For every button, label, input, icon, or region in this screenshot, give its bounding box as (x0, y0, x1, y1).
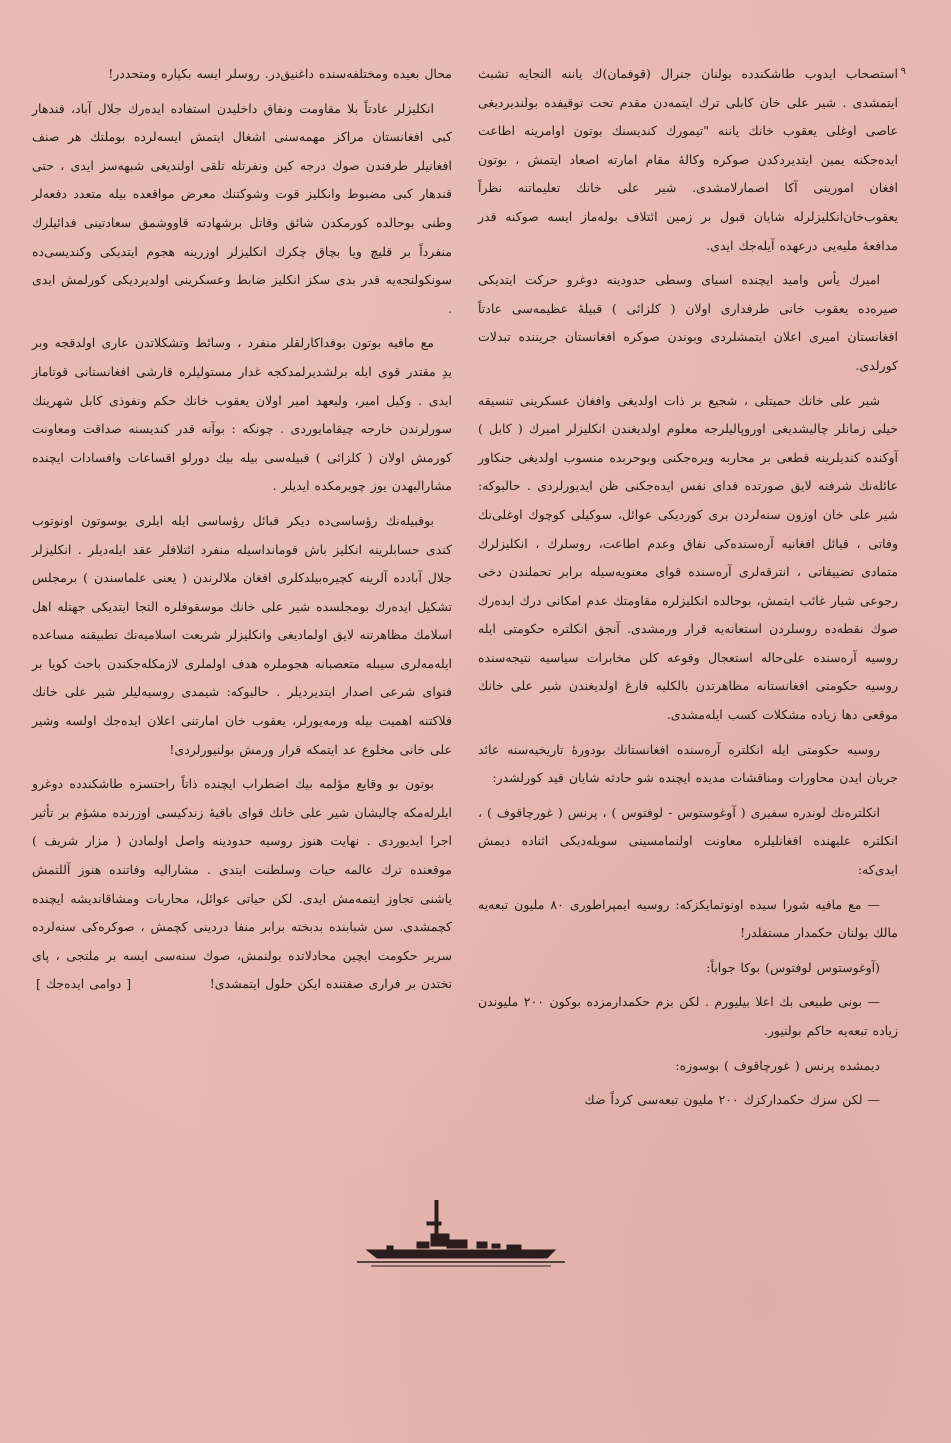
paragraph: مع مافیه بوتون بوفداکار‌لقلر منفرد ، وسائط وتشکلاتدن عاری اولدقجه وبر یدِ مقتدر قوی ایله برلشدیرلمدکجه غدار مستولیلره قارشی افغانستانی قوتاماز ایدی . وکیل امیر، ولیعهد امیر اولان یعقوب خانك حکم ونفوذی کابل شهرینك سورلرندن خارجه چیقامایوردی . چونکه : بوآنه قدر کندیسنه صداقت ومعاونت کورمش اولان ( کلزائی ) قبیله‌سی بیله بیك دورلو اقساعات وافسادات ایچنده مشارالیهدن یوز چویرمکده ایدیلر . (32, 335, 452, 494)
paragraph: بوقبیله‌نك رؤساسی‌ده دیکر قبائل رؤساسی ایله ایلری یوسوتون اونوتوب کندی حسابلرینه انکلیز باش قومانداسیله منفرد ائتلافلر عقد ایله‌دیلر . انکلیزلر جلال آبادده آلرینه کچیره‌بیلدکلری افغان ملالرندن ( یعنی علماسندن ) برمجلس تشکیل ایده‌رك بومجلسده شیر علی خانك موسقوفلره التجا ایتدیکی جهتله اهل اسلامك مظاهرتنه لایق اولمادیغی وانکلیزلر شریعت اسلامیه‌نك تطبیقنه مساعده ایله‌مه‌لری سیبله متعصبانه هجوملره هدف اولملری لازمکله‌جکندن باحث کویا بر فتوای شرعی اصدار ایتدیردیلر . حالبوکه: شیمدی روسیه‌لیلر شیر علی خانك فلاکتنه اهمیت بیله ورمه‌یورلر، یعقوب خان امارتنی اعلان ایده‌جك اولسه وشیر علی خانی مخلوع عد ایتمکه قرار ورمش بولنیورلردی! (32, 512, 452, 757)
page-number: ٩ (900, 66, 906, 77)
dialogue-line: (آوغوستوس لوفتوس) بوکا جواباً: (706, 959, 880, 975)
dialogue-line: — بونی طبیعی بك اعلا بیلیورم . لکن بزم حکمدارمزده بوکون ۲۰۰ ملیوندن زیاده تبعه‌یه حاکم بولنیور. (478, 994, 898, 1038)
paragraph: محال بعیده ومختلفه‌سنده داغنیق‌در. روسلر ایسه بکپاره ومتحد‌در! (108, 66, 452, 81)
to-be-continued-note: [ دوامی ایده‌جك ] (36, 976, 132, 992)
dialogue-line: — مع مافیه شورا سیده اونوتمایکزکه: روسیه ایمپراطوری ۸۰ ملیون تبعه‌یه مالك بولنان حکمدار مستقلدر! (478, 896, 898, 941)
paragraph: شیر علی خانك حمیتلی ، شجیع بر ذات اولدیغی وافغان عسکرینی تنسیقه خیلی زمانلر چالیشدیغی اوروپالیلرجه معلوم اولدیغندن انکلیزلر امیرك ( کابل ) آوکنده کندیلرینه قطعی بر محاربه ویره‌جکنی وبوحربده منسوب اولدیغی جنکاور عائله‌نك شرفنه لایق صورتده فدای نفس ایده‌جکنی ظن ایدیورلردی . حالبوکه: شیر علی خان اوزون سنه‌لردن بری کوردیکی عوائل، سوکیلی کوچوك اوغلی‌نك وفاتی ، قبائل افغانیه آره‌سنده‌کی نفاق وعدم اطاعت، روسلرك ، انکلیزلرك متمادی تضییقاتی ، انترقه‌لری آره‌سنده قوای معنویه‌سیله برابر تحملندن دخی رجوعی شیار غائب ایتمش، بوحالده انکلیزلره مقاومتك عدم امکانی درك ایده‌رك صوك نقطه‌ده روسلردن استعانه‌یه قرار ورمشدی. آنجق انکلتره حکومتی ایله روسیه آره‌سنده علی‌حاله استعجال وقوعه کلن مخابرات سیاسیه نتیجه‌سنده روسیه حکومتی افغانستانه مظاهرتدن بالکلیه فارغ اولدیغندن شیر علی خانك موقعی دها زیاده مشکلات کسب ایله‌مشدی. (478, 392, 898, 723)
paragraph-text: بوتون بو وقایع مؤلمه بیك اضطراب ایچنده ذاتاً راحتسزه طاشکندده دوغرو ایلرله‌مکه چالیشان شیر علی خانك قوای باقیهٔ زندکیسی اوزرنده مشؤم بر تأثیر اجرا ایدیوردی . نهایت هنوز روسیه حدودینه واصل اولمادن ( مزار شریف ) موقعنده ترك عالمه حیات وسلطنت ایتدی . مشارالیه وفاتنده هنوز آللتمش یاشنی تجاوز ایتمه‌مش ایدی. لکن حیاتی عوائل، محاربات ومشاقاندیشه ایچنده کچمشدی. سن شبابنده بدبخته برابر منفا دردینی کچمش ، صوکره‌کی سنه‌لرده سریر حکومت ایچین محادلاتده بولنمش، صوك سنه‌سی ایسه بر ملتجی ، پای تختدن بر فراری صفتنده ایکن حلول ایتمشدی! (32, 776, 452, 992)
right-text-column (478, 60, 898, 1121)
paragraph: انکلیزلر عادتاً بلا مقاومت ونفاق داخلیدن استفاده ایده‌رك جلال آباد، قندهار کبی افغانستان مراکز مهمه‌سنی اشغال ایتمش ایسه‌لرده بوملتك هر صنف افغانیلر طرفندن صوك درجه کین ونفرتله تلقی اولندیغی شبهه‌سز ایدی ، حتی قندهار کبی مضبوط وانکلیز قوت وشوکتنك معرض مواقعده بیله متعدد دفعه‌لر وطنی بوحالده کورمکدن شائق وقاتل برشهادته قاووشمق سعادتینی فدائیلرك منفرداً بر قلیچ ویا بچاق چکرك انکلیزلر اوزرینه هجوم ایتدیکی وکندیسی‌ده سونکولنجه‌یه قدر بدی سکز انکلیز ضابط وعسکرینی اولدیردیکی کورلمش ایدی . (32, 100, 452, 316)
paragraph: روسیه حکومتی ایله انکلتره آره‌سنده افغانستانك بودورهٔ تاریخیه‌سنه عائد جریان ایدن محاورات ومناقشات مدیده ایچنده شو حادثه شایان قید کورلشدر: (478, 741, 898, 786)
left-text-column (32, 60, 452, 1005)
ship-illustration (357, 1200, 565, 1272)
dialogue-line: — لکن سزك حکمدارکزك ۲۰۰ ملیون تبعه‌سی کرداً ضك (584, 1092, 880, 1108)
dialogue-line: دیمشده پرنس ( غورچاقوف ) بوسوزه: (675, 1057, 880, 1073)
paragraph: استصحاب ایدوب طاشکندده بولنان جنرال (قوفمان)ك یاننه التجایه تشبث ایتمشدی . شیر علی خان کابلی ترك ایتمه‌دن مقدم تحت توقیفده بولندیردیغی عاصی اوغلی یعقوب خانك یاننه "تیمورك کندیسنك بوتون اوامرینه اطاعت ایده‌جکنه یمین ایتدیردکدن صوکره وکالهٔ مقام امارته اصعاد ایتمش ، بوتون افغان امورینی آکا اصمارلامشدی. شیر علی خانك تعلیماتنه نظراً یعقوب‌خان‌انکلیزلرله شایان قبول بر زمین ائتلاف بوله‌ماز ایسه صوکنه قدر مدافعهٔ ملیه‌یی درعهده آیله‌جك ایدی. (478, 66, 898, 253)
paragraph: انکلتره‌نك لوندره سفیری ( آوغوستوس - لوفتوس ) ، پرنس ( غورچاقوف ) ، انکلتره علیهنده افغانلیلره معاونت اولنمامسینی سویله‌دیکی اثناده دیمش ایدی‌که: (478, 804, 898, 878)
paragraph: امیرك یأس وامید ایچنده اسیای وسطی حدودینه دوغرو حرکت ایتدیکی صیره‌ده یعقوب خانی طرفداری اولان ( کلزائی ) قبیلهٔ عظیمه‌سی عادتاً افغانستان امیری اعلان ایتمشلردی وبوندن صوکره افغانستان جریننده تبدلات کورلدی. (478, 272, 898, 373)
paragraph (32, 770, 452, 999)
